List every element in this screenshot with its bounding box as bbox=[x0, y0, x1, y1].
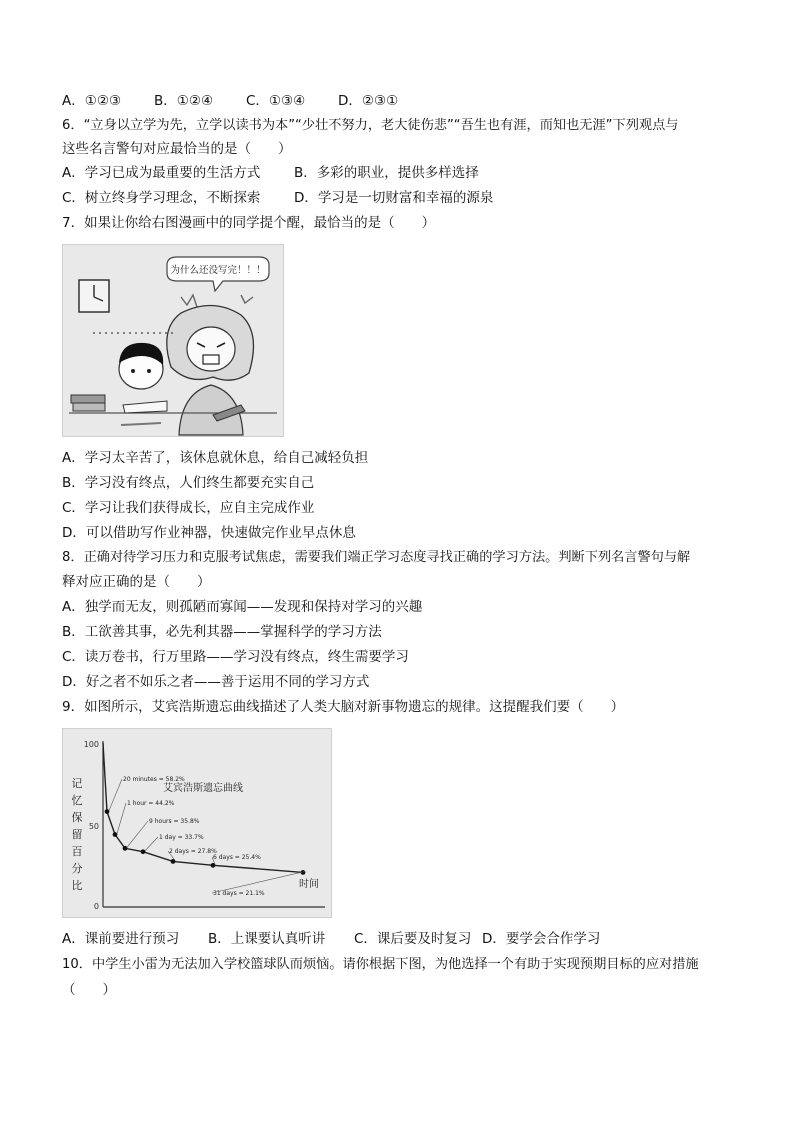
q8-option-c: C．读万卷书，行万里路——学习没有终点，终生需要学习 bbox=[62, 649, 409, 665]
q9-option-b: B．上课要认真听讲 bbox=[208, 931, 326, 947]
q9-option-a: A．课前要进行预习 bbox=[62, 931, 180, 947]
y-tick-100: 100 bbox=[83, 740, 99, 749]
curve-point bbox=[113, 832, 118, 837]
q8-stem-line2: 释对应正确的是（ ） bbox=[62, 574, 211, 590]
y-axis-label-char: 比 bbox=[71, 879, 83, 892]
curve-point bbox=[105, 809, 110, 814]
y-tick-50: 50 bbox=[88, 822, 99, 831]
q9-stem: 9．如图所示，艾宾浩斯遗忘曲线描述了人类大脑对新事物遗忘的规律。这提醒我们要（ ） bbox=[62, 699, 625, 715]
q8-option-a: A．独学而无友，则孤陋而寡闻——发现和保持对学习的兴趣 bbox=[62, 599, 423, 615]
comic-bubble-text: 为什么还没写完！！！ bbox=[170, 265, 266, 276]
chart-title: 艾宾浩斯遗忘曲线 bbox=[163, 783, 243, 794]
q8-stem-line1: 8．正确对待学习压力和克服考试焦虑，需要我们端正学习态度寻找正确的学习方法。判断下列名言警句与解 bbox=[62, 550, 691, 565]
point-label-leader bbox=[145, 837, 158, 851]
q9-option-d: D．要学会合作学习 bbox=[482, 931, 601, 947]
forgetting-curve-chart bbox=[62, 728, 332, 918]
y-axis-label-char: 记 bbox=[71, 777, 83, 790]
curve-point bbox=[141, 849, 146, 854]
q10-stem-line2: （ ） bbox=[62, 982, 116, 998]
curve-point bbox=[123, 846, 128, 851]
q7-stem: 7．如果让你给右图漫画中的同学提个醒，最恰当的是（ ） bbox=[62, 215, 436, 231]
q7-option-b: B．学习没有终点，人们终生都要充实自己 bbox=[62, 475, 315, 491]
point-label: 20 minutes = 58.2% bbox=[123, 776, 185, 783]
point-label: 6 days = 25.4% bbox=[213, 854, 261, 861]
q6-option-b: B．多彩的职业，提供多样选择 bbox=[294, 165, 479, 181]
q6-options-row2 bbox=[62, 189, 493, 207]
q5-option-d: D．②③① bbox=[338, 93, 399, 109]
q7-comic-image bbox=[62, 244, 284, 437]
y-tick-0: 0 bbox=[93, 902, 99, 911]
q8-option-d: D．好之者不如乐之者——善于运用不同的学习方式 bbox=[62, 674, 370, 690]
q9-options bbox=[62, 930, 600, 948]
point-label-leader bbox=[109, 779, 122, 811]
q6-stem-line1: 6．“立身以立学为先，立学以读书为本”“少壮不努力，老大徒伤悲”“吾生也有涯，而知也无涯”下列观点与 bbox=[62, 118, 679, 133]
y-axis-label-char: 保 bbox=[71, 811, 83, 824]
q7-option-c: C．学习让我们获得成长，应自主完成作业 bbox=[62, 500, 315, 516]
x-axis-label: 时间 bbox=[299, 879, 319, 890]
q5-option-c: C．①③④ bbox=[246, 93, 306, 109]
y-axis-label-char: 忆 bbox=[71, 794, 83, 807]
q6-option-c: C．树立终身学习理念，不断探索 bbox=[62, 190, 261, 206]
q5-options bbox=[62, 92, 398, 110]
q6-option-a: A．学习已成为最重要的生活方式 bbox=[62, 165, 261, 181]
point-label: 2 days = 27.8% bbox=[169, 848, 217, 855]
q7-option-d: D．可以借助写作业神器，快速做完作业早点休息 bbox=[62, 525, 356, 541]
q6-option-d: D．学习是一切财富和幸福的源泉 bbox=[294, 190, 494, 206]
y-axis-label-char: 留 bbox=[71, 828, 83, 841]
q6-options-row1 bbox=[62, 164, 479, 182]
comic-drawing bbox=[63, 245, 283, 436]
q5-option-a: A．①②③ bbox=[62, 93, 122, 109]
y-axis-label-char: 百 bbox=[71, 845, 83, 858]
point-label: 1 day = 33.7% bbox=[159, 834, 204, 841]
q10-stem-line1: 10．中学生小雷为无法加入学校篮球队而烦恼。请你根据下图，为他选择一个有助于实现预期目标的应对措施 bbox=[62, 957, 699, 972]
q8-option-b: B．工欲善其事，必先利其器——掌握科学的学习方法 bbox=[62, 624, 382, 640]
q9-option-c: C．课后要及时复习 bbox=[354, 931, 472, 947]
point-label: 1 hour = 44.2% bbox=[127, 800, 175, 807]
q6-stem-line2: 这些名言警句对应最恰当的是（ ） bbox=[62, 141, 292, 157]
y-axis-label bbox=[72, 777, 83, 892]
y-axis-label-char: 分 bbox=[71, 862, 83, 875]
point-label: 31 days = 21.1% bbox=[213, 890, 265, 897]
forgetting-curve-svg bbox=[63, 729, 331, 917]
q5-option-b: B．①②④ bbox=[154, 93, 214, 109]
point-label-leader bbox=[117, 803, 126, 834]
curve-layer bbox=[103, 743, 305, 897]
q7-option-a: A．学习太辛苦了，该休息就休息，给自己减轻负担 bbox=[62, 450, 369, 466]
point-label: 9 hours = 35.8% bbox=[149, 818, 200, 825]
point-label-leader bbox=[127, 821, 148, 847]
